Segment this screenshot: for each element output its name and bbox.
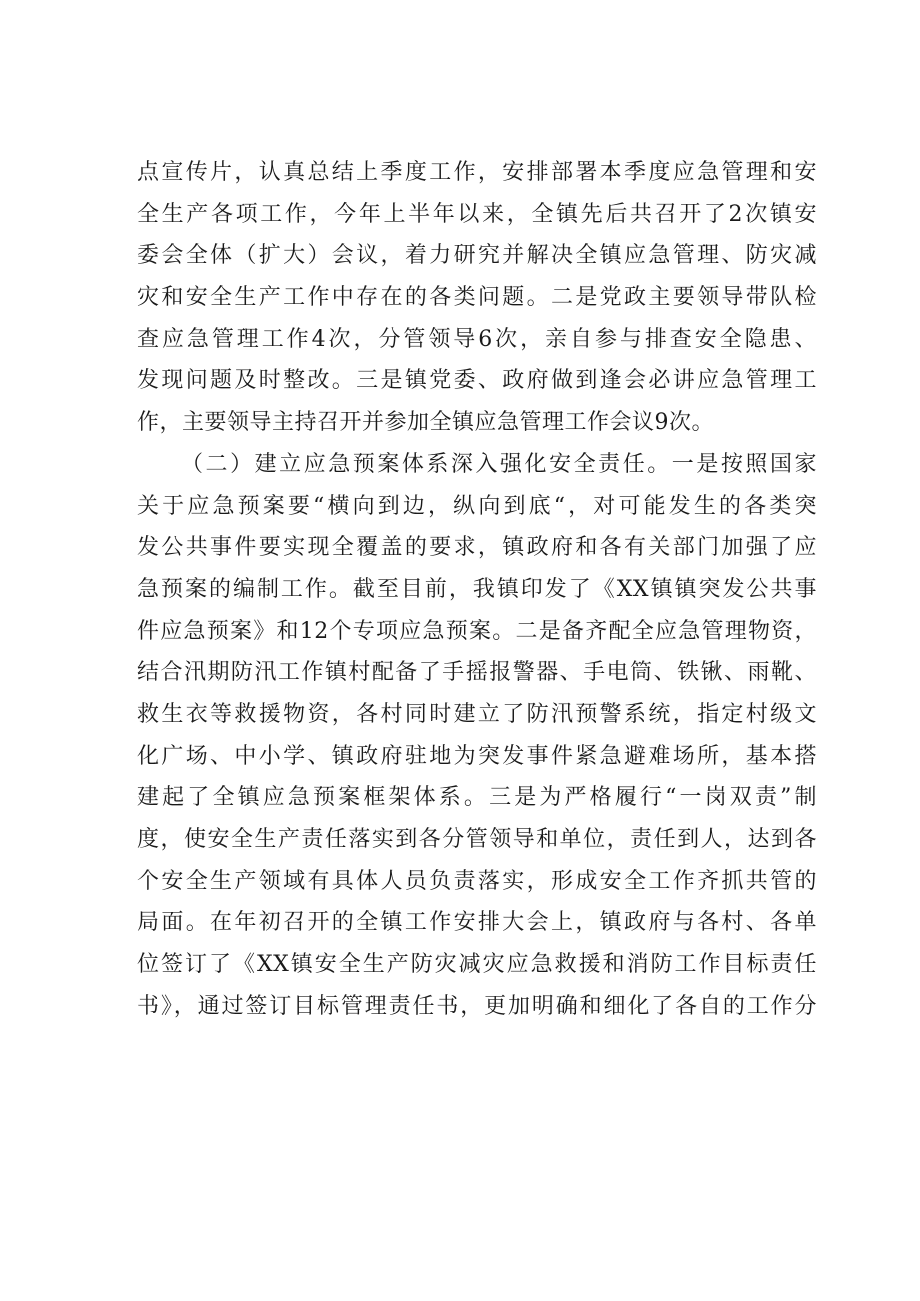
body-text [137, 152, 817, 1027]
text-line: 个安全生产领域有具体人员负责落实，形成安全工作齐抓共管的 [137, 868, 817, 894]
text-line: 局面。在年初召开的全镇工作安排大会上，镇政府与各村、各单 [137, 910, 817, 936]
text-line: 度，使安全生产责任落实到各分管领导和单位，责任到人，达到各 [137, 827, 817, 852]
text-line: 位签订了《XX镇安全生产防灾减灾应急救援和消防工作目标责任 [137, 952, 817, 978]
text-line: 发公共事件要实现全覆盖的要求，镇政府和各有关部门加强了应 [137, 535, 817, 561]
text-line: 书》，通过签订目标管理责任书，更加明确和细化了各自的工作分 [137, 993, 817, 1019]
text-line: 灾和安全生产工作中存在的各类问题。二是党政主要领导带队检 [137, 285, 817, 311]
text-line: 化广场、中小学、镇政府驻地为突发事件紧急避难场所，基本搭 [137, 743, 817, 769]
text-line: 全生产各项工作，今年上半年以来，全镇先后共召开了2次镇安 [137, 201, 817, 227]
text-line: 件应急预案》和12个专项应急预案。二是备齐配全应急管理物资， [137, 618, 817, 644]
text-line: 作，主要领导主持召开并参加全镇应急管理工作会议9次。 [137, 410, 714, 436]
section-heading-line: （二）建立应急预案体系深入强化安全责任。一是按照国家 [181, 451, 817, 477]
text-line: 结合汛期防汛工作镇村配备了手摇报警器、手电筒、铁锹、雨靴、 [137, 660, 817, 686]
text-line: 委会全体（扩大）会议，着力研究并解决全镇应急管理、防灾减 [137, 243, 817, 269]
text-line: 建起了全镇应急预案框架体系。三是为严格履行“一岗双责”制 [137, 785, 817, 811]
text-line: 发现问题及时整改。三是镇党委、政府做到逢会必讲应急管理工 [137, 368, 817, 394]
text-line: 关于应急预案要“横向到边，纵向到底“，对可能发生的各类突 [137, 493, 817, 519]
text-line: 急预案的编制工作。截至目前，我镇印发了《XX镇镇突发公共事 [137, 576, 817, 602]
text-line: 查应急管理工作4次，分管领导6次，亲自参与排查安全隐患、 [137, 326, 817, 352]
text-line: 点宣传片，认真总结上季度工作，安排部署本季度应急管理和安 [137, 160, 817, 185]
text-line: 救生衣等救援物资，各村同时建立了防汛预警系统，指定村级文 [137, 701, 817, 727]
